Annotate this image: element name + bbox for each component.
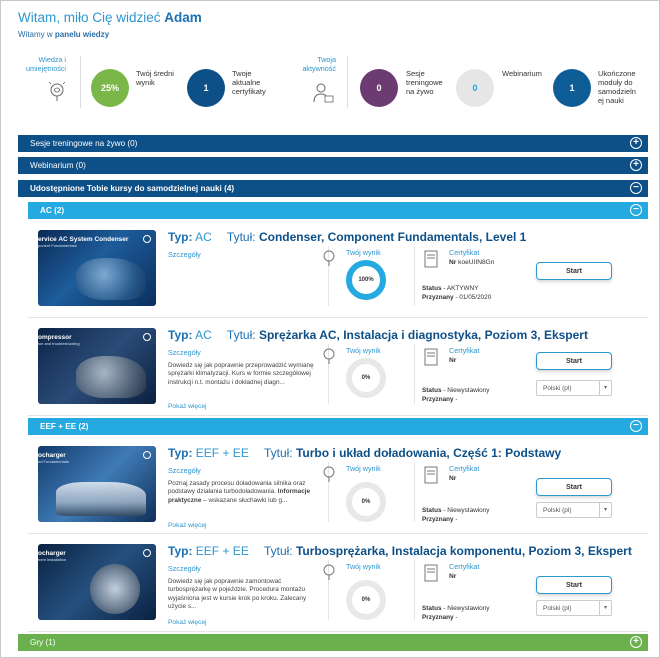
start-button[interactable]: Start bbox=[536, 352, 612, 370]
stats-bar bbox=[0, 52, 660, 124]
divider bbox=[414, 560, 415, 620]
your-result-label: Twój wynik bbox=[346, 464, 381, 473]
knowledge-label: Wiedza i umiejętności bbox=[26, 55, 66, 73]
score-ring: 0% bbox=[346, 358, 386, 398]
certificate-label: Certyfikat bbox=[449, 346, 480, 355]
score-ring: 100% bbox=[346, 260, 386, 300]
greeting: Witam, miło Cię widzieć Adam bbox=[18, 10, 202, 25]
collapse-icon[interactable]: − bbox=[630, 420, 642, 432]
activity-label: Twoja aktywność bbox=[302, 55, 336, 73]
circle-icon bbox=[143, 333, 151, 341]
language-select[interactable]: Polski (pl) ▾ bbox=[536, 600, 612, 616]
course-card bbox=[28, 320, 648, 416]
accordion-ac[interactable]: AC (2) − bbox=[28, 202, 648, 219]
chevron-down-icon: ▾ bbox=[599, 381, 611, 395]
course-title: Typ: EEF + EE Tytuł: Turbo i układ doładowania, Część 1: Podstawy bbox=[168, 446, 562, 460]
selfstudy-label: Ukończone moduły do samodzieln ej nauki bbox=[598, 69, 636, 105]
your-result-label: Twój wynik bbox=[346, 346, 381, 355]
certificate-label: Certyfikat bbox=[449, 248, 480, 257]
language-select[interactable]: Polski (pl) ▾ bbox=[536, 502, 612, 518]
details-link[interactable]: Szczegóły bbox=[168, 348, 201, 357]
user-activity-icon bbox=[312, 82, 334, 104]
details-link[interactable]: Szczegóły bbox=[168, 564, 201, 573]
course-description: Poznaj zasady procesu doładowania silnika oraz podstawy działania turbodoładowania. Informacje praktyczne – wskazane słuchawki lub g... bbox=[168, 480, 311, 504]
status-text: Status - AKTYWNY bbox=[422, 285, 479, 292]
divider bbox=[80, 56, 81, 108]
granted-text: Przyznany - bbox=[422, 516, 458, 523]
certificate-number: Nr bbox=[449, 573, 457, 580]
accordion-games[interactable]: Gry (1) + bbox=[18, 634, 648, 651]
certs-label: Twoje aktualne certyfikaty bbox=[232, 69, 266, 96]
status-text: Status - Niewystawiony bbox=[422, 387, 490, 394]
selfstudy-circle[interactable]: 1 bbox=[553, 69, 591, 107]
certs-circle[interactable]: 1 bbox=[187, 69, 225, 107]
certificate-number: Nr bbox=[449, 357, 457, 364]
course-card bbox=[28, 536, 648, 632]
divider bbox=[414, 462, 415, 522]
live-sessions-circle[interactable]: 0 bbox=[360, 69, 398, 107]
avg-score-label: Twój średni wynik bbox=[136, 69, 174, 87]
granted-text: Przyznany - bbox=[422, 396, 458, 403]
circle-icon bbox=[143, 451, 151, 459]
expand-icon[interactable]: + bbox=[630, 137, 642, 149]
your-result-label: Twój wynik bbox=[346, 562, 381, 571]
start-button[interactable]: Start bbox=[536, 576, 612, 594]
avg-score-circle[interactable]: 25% bbox=[91, 69, 129, 107]
certificate-number: Nr koeUIIN8Gn bbox=[449, 259, 495, 266]
accordion-live-sessions[interactable]: Sesje treningowe na żywo (0) + bbox=[18, 135, 648, 152]
course-thumbnail[interactable]: ocharger nent Installation bbox=[38, 544, 156, 620]
course-card bbox=[28, 222, 648, 318]
score-ring: 0% bbox=[346, 580, 386, 620]
webinar-label: Webinarium bbox=[502, 69, 542, 78]
divider bbox=[414, 246, 415, 306]
user-name: Adam bbox=[164, 10, 202, 25]
start-button[interactable]: Start bbox=[536, 262, 612, 280]
course-title: Typ: AC Tytuł: Condenser, Component Fundamentals, Level 1 bbox=[168, 230, 527, 244]
show-more-link[interactable]: Pokaż więcej bbox=[168, 522, 207, 529]
course-thumbnail[interactable]: ocharger nd Fundamentals bbox=[38, 446, 156, 522]
details-link[interactable]: Szczegóły bbox=[168, 466, 201, 475]
language-select[interactable]: Polski (pl) ▾ bbox=[536, 380, 612, 396]
certificate-label: Certyfikat bbox=[449, 562, 480, 571]
course-title: Typ: EEF + EE Tytuł: Turbosprężarka, Instalacja komponentu, Poziom 3, Ekspert bbox=[168, 544, 632, 558]
certificate-icon bbox=[424, 466, 438, 484]
accordion-webinar[interactable]: Webinarium (0) + bbox=[18, 157, 648, 174]
certificate-icon bbox=[424, 564, 438, 582]
certificate-icon bbox=[424, 250, 438, 268]
circle-icon bbox=[143, 549, 151, 557]
show-more-link[interactable]: Pokaż więcej bbox=[168, 619, 207, 626]
chevron-down-icon: ▾ bbox=[599, 503, 611, 517]
brain-icon bbox=[321, 347, 337, 365]
divider bbox=[414, 344, 415, 404]
expand-icon[interactable]: + bbox=[630, 636, 642, 648]
accordion-self-study[interactable]: Udostępnione Tobie kursy do samodzielnej nauki (4) − bbox=[18, 180, 648, 197]
collapse-icon[interactable]: − bbox=[630, 182, 642, 194]
start-button[interactable]: Start bbox=[536, 478, 612, 496]
status-text: Status - Niewystawiony bbox=[422, 507, 490, 514]
granted-text: Przyznany - 01/05/2020 bbox=[422, 294, 492, 301]
circle-icon bbox=[143, 235, 151, 243]
course-card bbox=[28, 438, 648, 534]
course-thumbnail[interactable]: ervice AC System Condenser ponent Fundamentals bbox=[38, 230, 156, 306]
status-text: Status - Niewystawiony bbox=[422, 605, 490, 612]
score-ring: 0% bbox=[346, 482, 386, 522]
accordion-eef[interactable]: EEF + EE (2) − bbox=[28, 418, 648, 435]
live-sessions-label: Sesje treningowe na żywo bbox=[406, 69, 443, 96]
your-result-label: Twój wynik bbox=[346, 248, 381, 257]
webinar-circle[interactable]: 0 bbox=[456, 69, 494, 107]
course-thumbnail[interactable]: ompressor ion and troubleshooting bbox=[38, 328, 156, 404]
course-description: Dowiedz się jak poprawnie przeprowadzić wymianę sprężarki klimatyzacji. Kurs w formie szczegółowej instrukcji n.t. montażu i dokładnej diagn... bbox=[168, 362, 314, 386]
brain-icon bbox=[321, 249, 337, 267]
chevron-down-icon: ▾ bbox=[599, 601, 611, 615]
certificate-label: Certyfikat bbox=[449, 464, 480, 473]
show-more-link[interactable]: Pokaż więcej bbox=[168, 403, 207, 410]
collapse-icon[interactable]: − bbox=[630, 204, 642, 216]
brain-icon bbox=[48, 82, 66, 102]
granted-text: Przyznany - bbox=[422, 614, 458, 621]
certificate-number: Nr bbox=[449, 475, 457, 482]
certificate-icon bbox=[424, 348, 438, 366]
welcome-text: Witamy w panelu wiedzy bbox=[18, 30, 110, 39]
course-description: Dowiedz się jak poprawnie zamontować turbosprężarkę w pojeździe. Procedura montażu wyjaśniona jest w kursie krok po kroku. Zalecany użycie s... bbox=[168, 578, 307, 611]
brain-icon bbox=[321, 563, 337, 581]
details-link[interactable]: Szczegóły bbox=[168, 250, 201, 259]
divider bbox=[347, 56, 348, 108]
course-title: Typ: AC Tytuł: Sprężarka AC, Instalacja i diagnostyka, Poziom 3, Ekspert bbox=[168, 328, 588, 342]
expand-icon[interactable]: + bbox=[630, 159, 642, 171]
brain-icon bbox=[321, 465, 337, 483]
